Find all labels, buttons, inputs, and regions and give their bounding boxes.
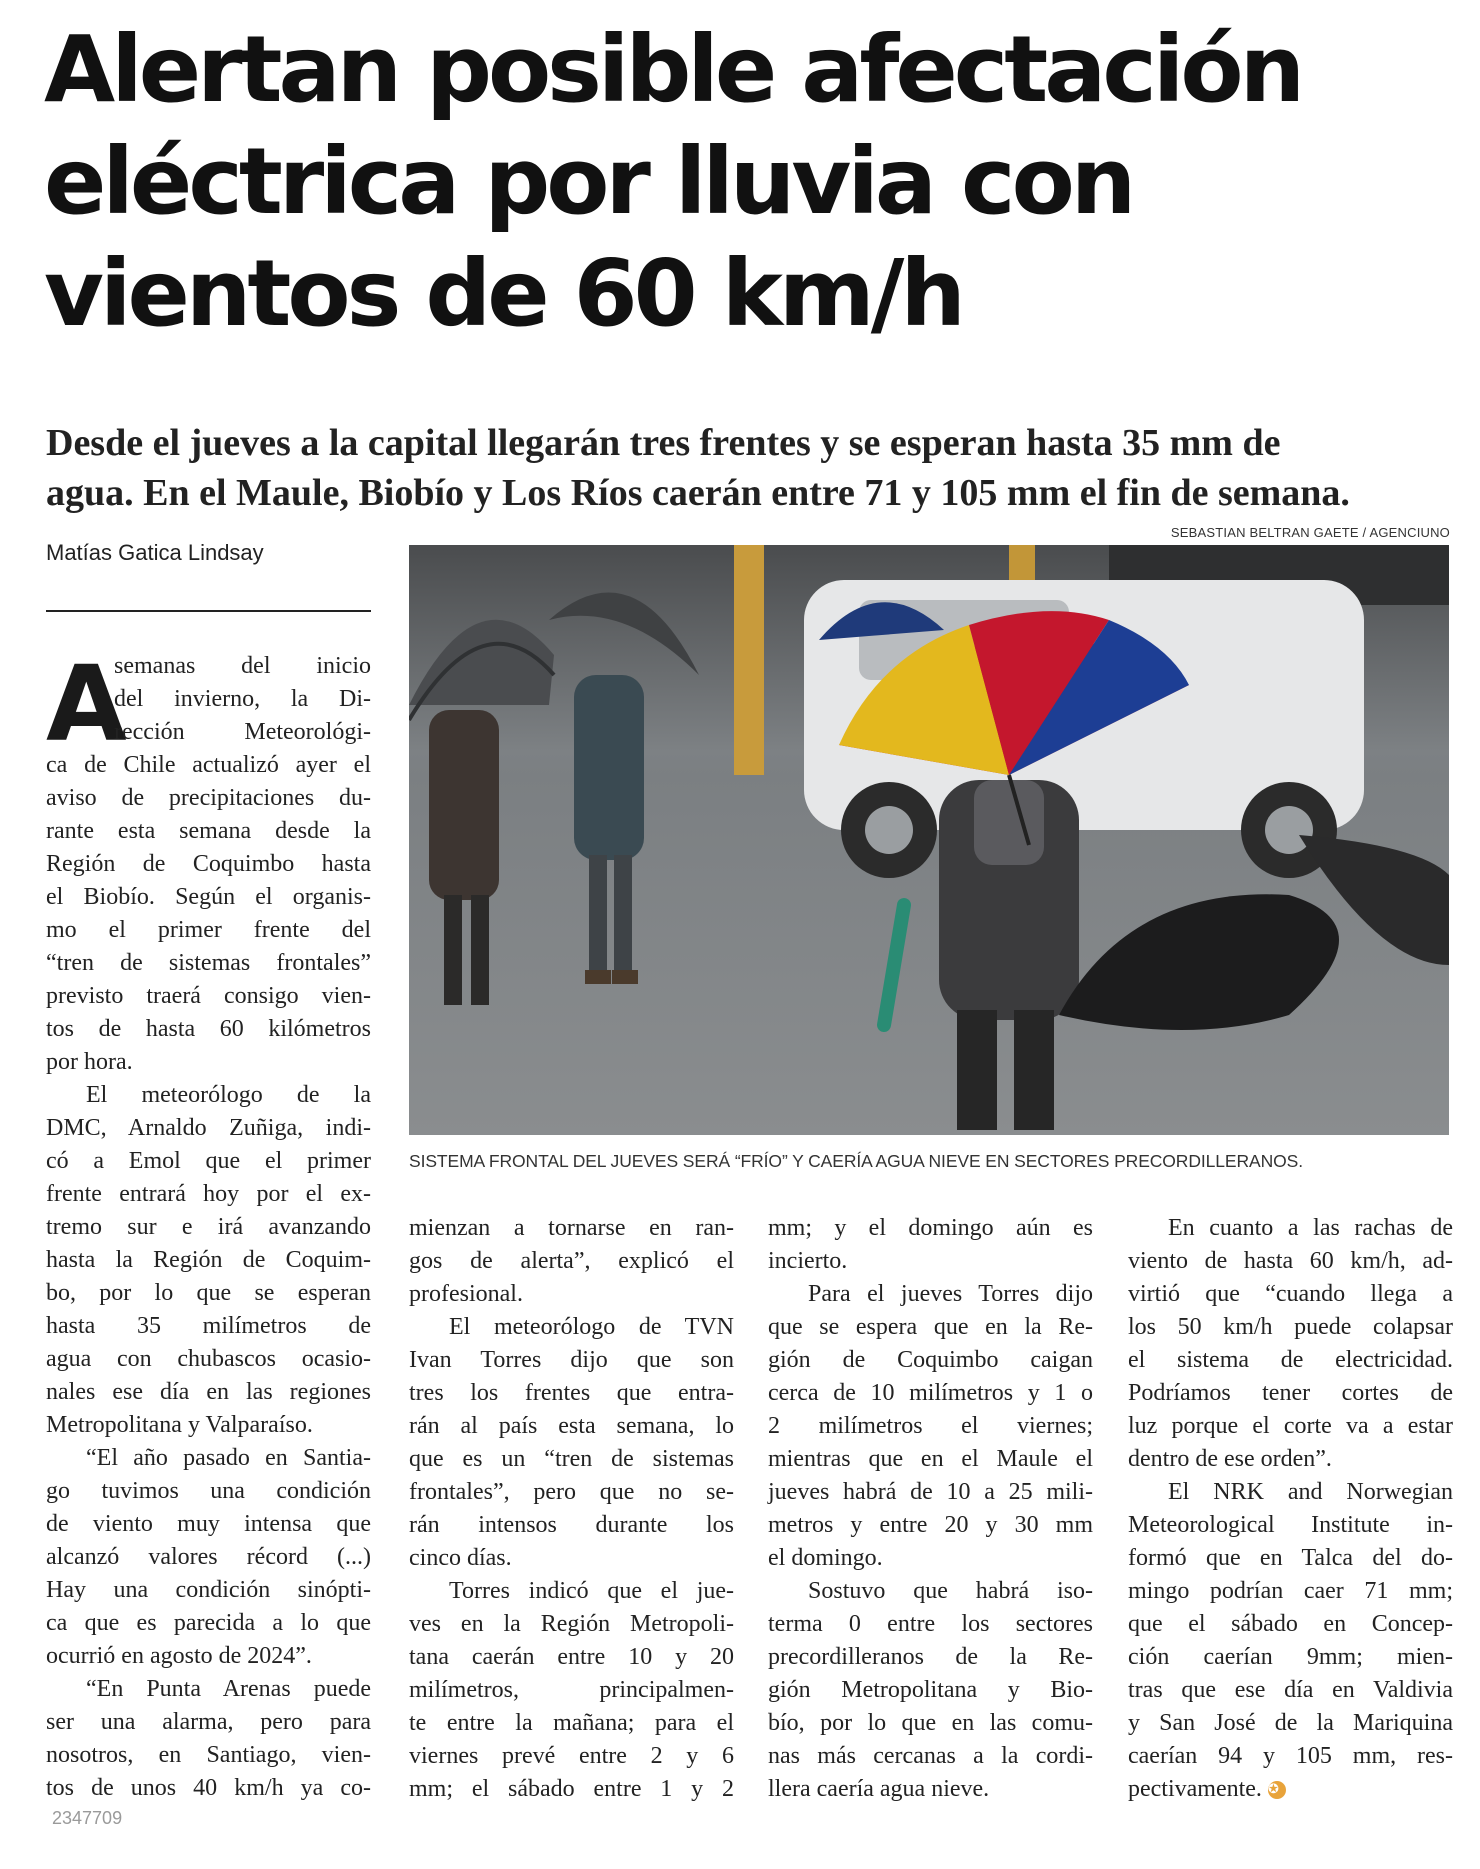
text-line: tremo sur e irá avanzando xyxy=(46,1214,371,1240)
text-line: El meteorólogo de TVN xyxy=(449,1314,734,1340)
text-line: Metropolitana y Valparaíso. xyxy=(46,1412,313,1438)
text-line: tras que ese día en Valdivia xyxy=(1128,1677,1453,1703)
text-line: profesional. xyxy=(409,1281,523,1307)
text-line: có a Emol que el primer xyxy=(46,1148,371,1174)
text-line: Meteorological Institute in- xyxy=(1128,1512,1453,1538)
text-line: rán intensos durante los xyxy=(409,1512,734,1538)
article-photo xyxy=(409,545,1449,1135)
text-line: El NRK and Norwegian xyxy=(1168,1479,1453,1505)
text-line: ca de Chile actualizó ayer el xyxy=(46,752,371,778)
article-column-1 xyxy=(46,643,371,1805)
text-line: 2 milímetros el viernes; xyxy=(768,1413,1093,1439)
text-line-final xyxy=(1128,1773,1453,1806)
text-line: viernes prevé entre 2 y 6 xyxy=(409,1743,734,1769)
text-line: mo el primer frente del xyxy=(46,917,371,943)
text-line: semanas del inicio xyxy=(114,653,371,679)
text-line: Región de Coquimbo hasta xyxy=(46,851,371,877)
text-line: Torres indicó que el jue- xyxy=(449,1578,734,1604)
text-line-final-text: pectivamente. xyxy=(1128,1776,1262,1802)
text-line: Para el jueves Torres dijo xyxy=(808,1281,1093,1307)
text-line: y San José de la Mariquina xyxy=(1128,1710,1453,1736)
text-line: hasta 35 milímetros de xyxy=(46,1313,371,1339)
text-line: ocurrió en agosto de 2024”. xyxy=(46,1643,312,1669)
subheadline-line: agua. En el Maule, Biobío y Los Ríos caerán entre 71 y 105 mm el fin de semana. xyxy=(46,472,1350,514)
text-line: luz porque el corte va a estar xyxy=(1128,1413,1453,1439)
rainy-street-photo xyxy=(409,545,1449,1135)
text-line: el sistema de electricidad. xyxy=(1128,1347,1453,1373)
text-line: formó que en Talca del do- xyxy=(1128,1545,1453,1571)
text-line: terma 0 entre los sectores xyxy=(768,1611,1093,1637)
text-line: previsto traerá consigo vien- xyxy=(46,983,371,1009)
text-line: DMC, Arnaldo Zuñiga, indi- xyxy=(46,1115,371,1141)
text-line: que se espera que en la Re- xyxy=(768,1314,1093,1340)
text-line: virtió que “cuando llega a xyxy=(1128,1281,1453,1307)
text-line: rán al país esta semana, lo xyxy=(409,1413,734,1439)
text-line: Hay una condición sinópti- xyxy=(46,1577,371,1603)
text-line: hasta la Región de Coquim- xyxy=(46,1247,371,1273)
text-line: el Biobío. Según el organis- xyxy=(46,884,371,910)
headline-line: eléctrica por lluvia con xyxy=(44,128,1133,235)
text-line: gión de Coquimbo caigan xyxy=(768,1347,1093,1373)
article-column-4 xyxy=(1128,1212,1453,1806)
text-line: En cuanto a las rachas de xyxy=(1168,1215,1453,1241)
drop-cap: A xyxy=(46,643,127,765)
text-line: nosotros, en Santiago, vien- xyxy=(46,1742,371,1768)
text-line: el domingo. xyxy=(768,1545,883,1571)
text-line: Podríamos tener cortes de xyxy=(1128,1380,1453,1406)
text-line: “En Punta Arenas puede xyxy=(86,1676,371,1702)
text-line: agua con chubascos ocasio- xyxy=(46,1346,371,1372)
text-line: los 50 km/h puede colapsar xyxy=(1128,1314,1453,1340)
text-line: incierto. xyxy=(768,1248,848,1274)
text-line: metros y entre 20 y 30 mm xyxy=(768,1512,1093,1538)
byline-divider xyxy=(46,610,371,612)
text-line: mm; el sábado entre 1 y 2 xyxy=(409,1776,734,1802)
photo-credit: SEBASTIAN BELTRAN GAETE / AGENCIUNO xyxy=(1170,525,1450,540)
text-line: frontales”, pero que no se- xyxy=(409,1479,734,1505)
text-line: precordilleranos de la Re- xyxy=(768,1644,1093,1670)
end-of-article-star-icon: ✪ xyxy=(1268,1781,1286,1799)
text-line: “El año pasado en Santia- xyxy=(86,1445,371,1471)
photo-caption: SISTEMA FRONTAL DEL JUEVES SERÁ “FRÍO” Y CAERÍA AGUA NIEVE EN SECTORES PRECORDILLERANOS. xyxy=(409,1151,1303,1171)
text-line: Ivan Torres dijo que son xyxy=(409,1347,734,1373)
text-line: nas más cercanas a la cordi- xyxy=(768,1743,1093,1769)
subheadline xyxy=(46,418,1446,518)
text-line: por hora. xyxy=(46,1049,133,1075)
text-line: dentro de ese orden”. xyxy=(1128,1446,1332,1472)
text-line: llera caería agua nieve. xyxy=(768,1776,990,1802)
text-line: jueves habrá de 10 a 25 mili- xyxy=(768,1479,1093,1505)
article-column-3 xyxy=(768,1212,1093,1806)
headline-line: vientos de 60 km/h xyxy=(44,240,962,347)
text-line: aviso de precipitaciones du- xyxy=(46,785,371,811)
text-line: mm; y el domingo aún es xyxy=(768,1215,1093,1241)
text-line: te entre la mañana; para el xyxy=(409,1710,734,1736)
text-line: ca que es parecida a lo que xyxy=(46,1610,371,1636)
text-line: cinco días. xyxy=(409,1545,512,1571)
text-line: tana caerán entre 10 y 20 xyxy=(409,1644,734,1670)
text-line: viento de hasta 60 km/h, ad- xyxy=(1128,1248,1453,1274)
text-line: gos de alerta”, explicó el xyxy=(409,1248,734,1274)
text-line: rante esta semana desde la xyxy=(46,818,371,844)
text-line: ves en la Región Metropoli- xyxy=(409,1611,734,1637)
text-line: que es un “tren de sistemas xyxy=(409,1446,734,1472)
text-line: tos de unos 40 km/h ya co- xyxy=(46,1775,371,1801)
text-line: go tuvimos una condición xyxy=(46,1478,371,1504)
page-code: 2347709 xyxy=(52,1808,123,1828)
text-line: del invierno, la Di- xyxy=(114,686,371,712)
text-line: bo, por lo que se esperan xyxy=(46,1280,371,1306)
text-line: mientras que en el Maule el xyxy=(768,1446,1093,1472)
text-line: mienzan a tornarse en ran- xyxy=(409,1215,734,1241)
text-line: ser una alarma, pero para xyxy=(46,1709,371,1735)
text-line: alcanzó valores récord (...) xyxy=(46,1544,371,1570)
headline xyxy=(44,14,1444,350)
headline-line: Alertan posible afectación xyxy=(44,16,1302,123)
subheadline-line: Desde el jueves a la capital llegarán tres frentes y se esperan hasta 35 mm de xyxy=(46,422,1281,464)
text-line: “tren de sistemas frontales” xyxy=(46,950,371,976)
text-line: nales ese día en las regiones xyxy=(46,1379,371,1405)
text-line: tos de hasta 60 kilómetros xyxy=(46,1016,371,1042)
text-line: mingo podrían caer 71 mm; xyxy=(1128,1578,1453,1604)
text-line: que el sábado en Concep- xyxy=(1128,1611,1453,1637)
text-line: frente entrará hoy por el ex- xyxy=(46,1181,371,1207)
text-line: Sostuvo que habrá iso- xyxy=(808,1578,1093,1604)
text-line: rección Meteorológi- xyxy=(114,719,371,745)
text-line: gión Metropolitana y Bio- xyxy=(768,1677,1093,1703)
author-byline: Matías Gatica Lindsay xyxy=(46,540,264,565)
article-column-2 xyxy=(409,1212,734,1806)
text-line: bío, por lo que en las comu- xyxy=(768,1710,1093,1736)
text-line: cerca de 10 milímetros y 1 o xyxy=(768,1380,1093,1406)
text-line: milímetros, principalmen- xyxy=(409,1677,734,1703)
text-line: de viento muy intensa que xyxy=(46,1511,371,1537)
text-line: tres los frentes que entra- xyxy=(409,1380,734,1406)
text-line: ción caerían 9mm; mien- xyxy=(1128,1644,1453,1670)
text-line: caerían 94 y 105 mm, res- xyxy=(1128,1743,1453,1769)
text-line: El meteorólogo de la xyxy=(86,1082,371,1108)
